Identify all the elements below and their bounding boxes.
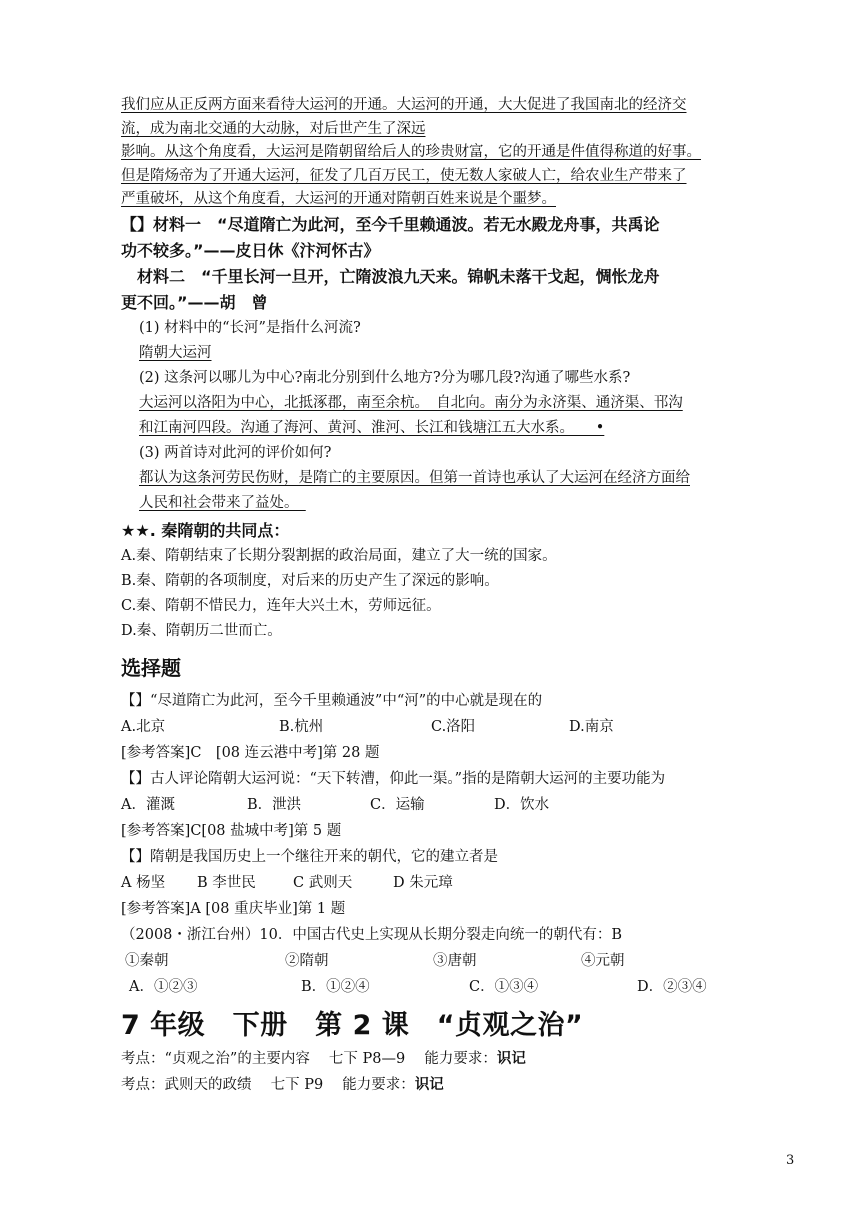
mcq-option: A．灌溉 <box>121 796 175 813</box>
lesson-title: 7 年级 下册 第 2 课 “贞观之治” <box>121 1009 584 1041</box>
common-point-item: D.秦、隋朝历二世而亡。 <box>121 622 282 639</box>
key-point-2 <box>121 1072 801 1098</box>
question-3: (3) 两首诗对此河的评价如何? <box>139 444 332 461</box>
mcq-item: ③唐朝 <box>433 952 477 969</box>
mcq-2-answer: [参考答案]C[08 盐城中考]第 5 题 <box>121 822 342 839</box>
mcq-option: B．①②④ <box>301 978 370 995</box>
mcq-option: A.北京 <box>121 718 166 735</box>
intro-line: 但是隋炀帝为了开通大运河，征发了几百万民工，使无数人家破人亡，给农业生产带来了 <box>121 167 687 184</box>
question-1: (1) 材料中的“长河”是指什么河流? <box>139 319 361 336</box>
mcq-option: D．饮水 <box>494 796 550 813</box>
mcq-option: B．泄洪 <box>247 796 302 813</box>
intro-line: 严重破坏，从这个角度看，大运河的开通对隋朝百姓来说是个噩梦。 <box>121 191 556 207</box>
key-point-1 <box>121 1046 801 1072</box>
mcq-option: B.杭州 <box>279 718 324 735</box>
materials-block <box>121 212 801 316</box>
intro-line: 我们应从正反两方面来看待大运河的开通。大运河的开通，大大促进了我国南北的经济交 <box>121 97 687 113</box>
page-content <box>121 94 801 1098</box>
mcq-3-options <box>121 870 801 896</box>
intro-line: 影响。从这个角度看，大运河是隋朝留给后人的珍贵财富，它的开通是件值得称道的好事。 <box>121 144 701 160</box>
mcq-block <box>121 688 801 1000</box>
answer-3-line: 人民和社会带来了益处。 <box>139 494 306 511</box>
mcq-option: D．②③④ <box>637 978 707 995</box>
questions-block <box>121 316 801 516</box>
material-two-line: 材料二 “千里长河一旦开，亡隋波浪九天来。锦帆未落干戈起，惆怅龙舟 <box>137 266 660 286</box>
mcq-option: C.洛阳 <box>431 718 476 735</box>
mcq-option: D.南京 <box>569 718 614 735</box>
mcq-option: B 李世民 <box>197 874 256 891</box>
mcq-1-options <box>121 714 801 740</box>
common-points-list <box>121 544 801 644</box>
key-points-block <box>121 1046 801 1098</box>
mcq-4-items <box>121 948 801 974</box>
key-point-text: 考点：“贞观之治”的主要内容 七下 P8—9 能力要求： <box>121 1050 497 1067</box>
material-one-line: 功不较多。”——皮日休《汴河怀古》 <box>121 240 380 260</box>
answer-3-line: 都认为这条河劳民伤财，是隋亡的主要原因。但第一首诗也承认了大运河在经济方面给 <box>139 469 690 486</box>
mcq-2-options <box>121 792 801 818</box>
page-number: 3 <box>786 1153 795 1168</box>
mcq-item: ②隋朝 <box>285 952 329 969</box>
mcq-3-stem: 【】隋朝是我国历史上一个继往开来的朝代，它的建立者是 <box>121 848 498 865</box>
mcq-item: ①秦朝 <box>125 952 169 969</box>
mcq-4-options <box>121 974 801 1000</box>
common-point-item: B.秦、隋朝的各项制度，对后来的历史产生了深远的影响。 <box>121 572 499 589</box>
common-point-item: A.秦、隋朝结束了长期分裂割据的政治局面，建立了大一统的国家。 <box>121 547 557 564</box>
mcq-section-title: 选择题 <box>121 655 181 680</box>
answer-2-line: 和江南河四段。沟通了海河、黄河、淮河、长江和钱塘江五大水系。 • <box>139 419 605 436</box>
mcq-option: C 武则天 <box>293 874 353 891</box>
mcq-option: D 朱元璋 <box>393 874 453 891</box>
key-point-text: 考点：武则天的政绩 七下 P9 能力要求： <box>121 1076 415 1093</box>
intro-paragraph <box>121 94 801 212</box>
material-one-line: 【】材料一 “尽道隋亡为此河，至今千里赖通波。若无水殿龙舟事，共禹论 <box>121 214 660 234</box>
mcq-option: A．①②③ <box>129 978 198 995</box>
mcq-option: C．①③④ <box>469 978 539 995</box>
common-points-heading: ★★. 秦隋朝的共同点： <box>121 520 290 540</box>
answer-1: 隋朝大运河 <box>139 344 212 361</box>
mcq-1-answer: [参考答案]C [08 连云港中考]第 28 题 <box>121 744 380 761</box>
material-two-line: 更不回。”——胡 曾 <box>121 292 268 312</box>
question-2: (2) 这条河以哪儿为中心?南北分别到什么地方?分为哪几段?沟通了哪些水系? <box>139 369 631 386</box>
mcq-1-stem: 【】“尽道隋亡为此河，至今千里赖通波”中“河”的中心就是现在的 <box>121 692 543 709</box>
ability-level: 识记 <box>414 1075 444 1093</box>
ability-level: 识记 <box>496 1049 526 1067</box>
common-point-item: C.秦、隋朝不惜民力，连年大兴土木，劳师远征。 <box>121 597 441 614</box>
mcq-item: ④元朝 <box>581 952 625 969</box>
mcq-4-stem: （2008・浙江台州）10．中国古代史上实现从长期分裂走向统一的朝代有：B <box>121 926 623 943</box>
mcq-option: A 杨坚 <box>121 874 166 891</box>
intro-line: 流，成为南北交通的大动脉，对后世产生了深远 <box>121 120 426 137</box>
mcq-2-stem: 【】古人评论隋朝大运河说：“天下转漕，仰此一渠。”指的是隋朝大运河的主要功能为 <box>121 770 666 787</box>
mcq-3-answer: [参考答案]A [08 重庆毕业]第 1 题 <box>121 900 346 917</box>
mcq-option: C．运输 <box>370 796 425 813</box>
answer-2-line: 大运河以洛阳为中心，北抵涿郡，南至余杭。 自北向。南分为永济渠、通济渠、邗沟 <box>139 394 683 411</box>
